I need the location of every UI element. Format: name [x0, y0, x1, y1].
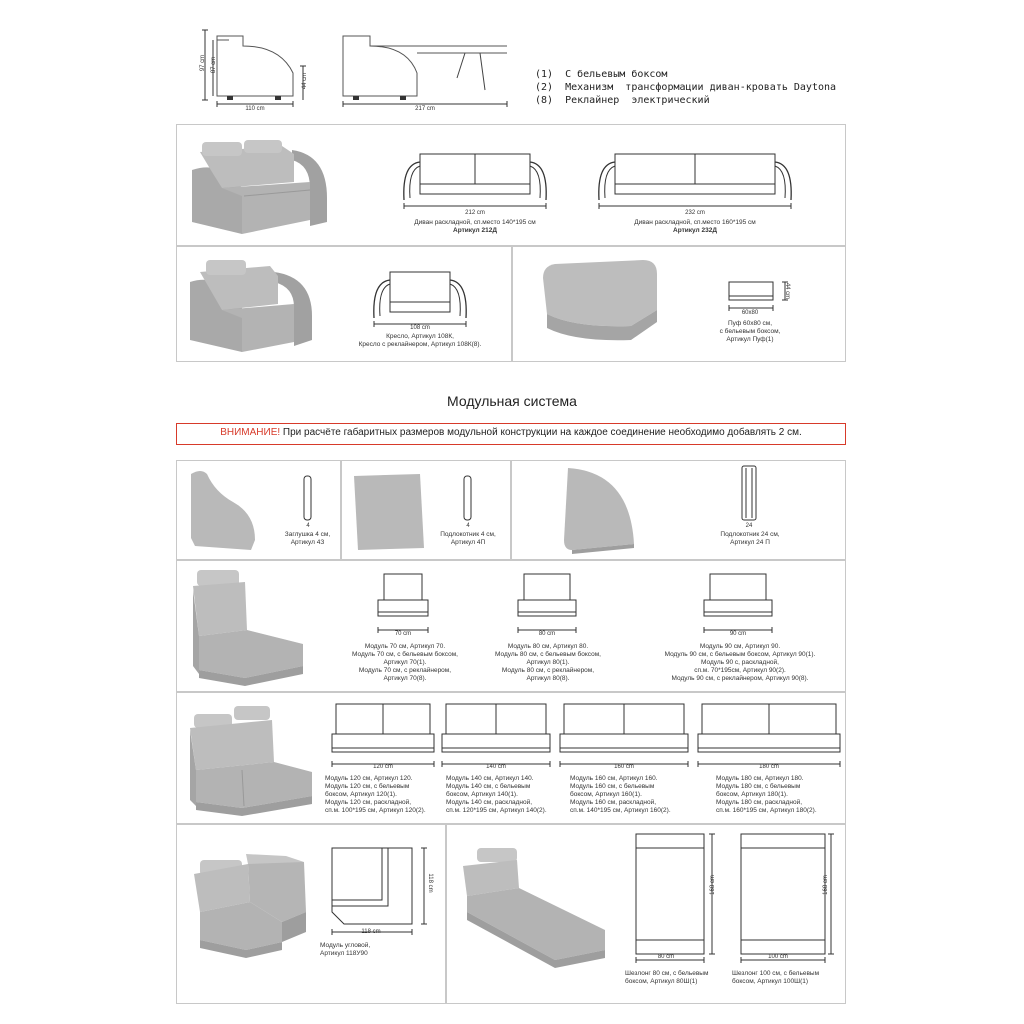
sofa-232-caption: Диван раскладной, сп.место 160*195 см Артикул 232Д — [634, 219, 756, 234]
module-70-dim: 70 cm — [394, 631, 412, 637]
module-180-drawing — [696, 700, 842, 770]
sofa-212-drawing — [400, 150, 550, 210]
module-120-caption: Модуль 120 см, Артикул 120. Модуль 120 см, с бельевым боксом, Артикул 120(1). Модуль 120 см, раскладной, сп.м. 100*195 см, Артикул 120(2). — [325, 775, 426, 814]
chaise-100-caption: Шезлонг 100 см, с бельевым боксом, Артикул 100Ш(1) — [732, 970, 820, 985]
module-90-drawing — [698, 570, 778, 636]
arm24-render — [560, 464, 640, 554]
arm24-caption: Подлокотник 24 см, Артикул 24 П — [720, 531, 780, 546]
chaise-render — [455, 840, 615, 970]
module-70-drawing — [372, 570, 434, 636]
module-140-drawing — [440, 700, 552, 770]
dim-width-217: 217 cm — [415, 106, 435, 112]
corner-drawing — [328, 844, 438, 936]
module-180-dim: 180 cm — [759, 764, 779, 770]
sofa-232-dim: 232 cm — [685, 210, 705, 216]
arm4-caption: Подлокотник 4 см, Артикул 4П — [440, 531, 496, 546]
dim-height-87: 87 cm — [211, 56, 217, 74]
corner-render — [186, 842, 316, 962]
sofa-render — [182, 130, 332, 240]
chair-render — [182, 252, 322, 356]
module-160-drawing — [558, 700, 690, 770]
module-80-caption: Модуль 80 см, Артикул 80. Модуль 80 см, с бельевым боксом, Артикул 80(1). Модуль 80 см, с реклайнером, Артикул 80(8). — [495, 643, 601, 682]
chaise-80-height: 168 cm — [710, 875, 716, 895]
cap-caption: Заглушка 4 см, Артикул 4З — [284, 531, 331, 546]
module-120-dim: 120 cm — [373, 764, 393, 770]
warning-text: При расчёте габаритных размеров модульной конструкции на каждое соединение необходимо добавлять 2 см. — [280, 427, 802, 438]
chaise-100-drawing — [735, 828, 835, 968]
module-120-drawing — [330, 700, 436, 770]
legend-item-1: (1) С бельевым боксом — [535, 69, 668, 80]
module-140-dim: 140 cm — [486, 764, 506, 770]
module-80-drawing — [512, 570, 582, 636]
cap-render — [185, 468, 265, 554]
chaise-100-height: 168 cm — [823, 875, 829, 895]
sofa-232-drawing — [595, 150, 795, 210]
module-160-dim: 160 cm — [614, 764, 634, 770]
arm24-dim: 24 — [745, 523, 753, 529]
chair-drawing — [370, 268, 470, 328]
module-160-caption: Модуль 160 см, Артикул 160. Модуль 160 см, с бельевым боксом, Артикул 160(1). Модуль 160 см, раскладной, сп.м. 140*195 см, Артикул 160(2). — [570, 775, 671, 814]
pouf-render — [535, 256, 665, 352]
module-90-caption: Модуль 90 см, Артикул 90. Модуль 90 см, с бельевым боксом, Артикул 90(1). Модуль 90 с, раскладной, сп.м. 70*195см, Артикул 90(2). Модуль 90 см, с реклайнером, Артикул 90(8). — [664, 643, 816, 682]
single-module-render — [185, 566, 310, 688]
corner-caption: Модуль угловой, Артикул 118У90 — [320, 942, 371, 957]
double-module-render — [182, 700, 322, 818]
module-80-dim: 80 cm — [538, 631, 556, 637]
module-70-caption: Модуль 70 см, Артикул 70. Модуль 70 см, с бельевым боксом, Артикул 70(1). Модуль 70 см, с реклайнером, Артикул 70(8). — [352, 643, 458, 682]
arm4-render — [350, 470, 430, 554]
cap-dim: 4 — [306, 523, 310, 529]
sofa-212-caption: Диван раскладной, сп.место 140*195 см Артикул 212Д — [414, 219, 536, 234]
chaise-100-width: 100 cm — [768, 954, 788, 960]
module-140-caption: Модуль 140 см, Артикул 140. Модуль 140 см, с бельевым боксом, Артикул 140(1). Модуль 140 см, раскладной, сп.м. 120*195 см, Артикул 140(2). — [446, 775, 547, 814]
side-profile-drawing — [195, 18, 525, 118]
pouf-caption: Пуф 60x80 см, с бельевым боксом, Артикул Пуф(1) — [719, 320, 781, 343]
pouf-height: 44 cm — [784, 282, 790, 300]
chaise-80-width: 80 cm — [657, 954, 675, 960]
legend-item-8: (8) Реклайнер электрический — [535, 95, 710, 106]
warning-label: ВНИМАНИЕ! — [220, 427, 281, 438]
arm4-dim: 4 — [466, 523, 470, 529]
chair-caption: Кресло, Артикул 108К, Кресло с реклайнером, Артикул 108К(8). — [358, 333, 482, 348]
modular-title: Модульная система — [447, 393, 577, 409]
arm24-drawing — [738, 464, 760, 524]
legend-item-2: (2) Механизм трансформации диван-кровать Daytona — [535, 82, 837, 93]
legend — [535, 68, 836, 107]
chaise-80-drawing — [630, 828, 720, 968]
dim-height-44: 44 cm — [302, 72, 308, 90]
pouf-dim: 60x80 — [741, 310, 759, 316]
corner-width: 118 cm — [361, 929, 381, 935]
chair-dim: 108 cm — [410, 325, 430, 331]
module-90-dim: 90 cm — [729, 631, 747, 637]
dim-width-110: 110 cm — [245, 106, 265, 112]
dim-height-97: 97 cm — [200, 54, 206, 72]
cap-drawing — [298, 474, 318, 524]
corner-height: 118 cm — [427, 873, 433, 893]
warning-banner — [176, 423, 846, 445]
sofa-212-dim: 212 cm — [465, 210, 485, 216]
chaise-80-caption: Шезлонг 80 см, с бельевым боксом, Артикул 80Ш(1) — [625, 970, 709, 985]
module-180-caption: Модуль 180 см, Артикул 180. Модуль 180 см, с бельевым боксом, Артикул 180(1). Модуль 180 см, раскладной, сп.м. 160*195 см, Артикул 180(2). — [716, 775, 817, 814]
arm4-drawing — [458, 474, 478, 524]
